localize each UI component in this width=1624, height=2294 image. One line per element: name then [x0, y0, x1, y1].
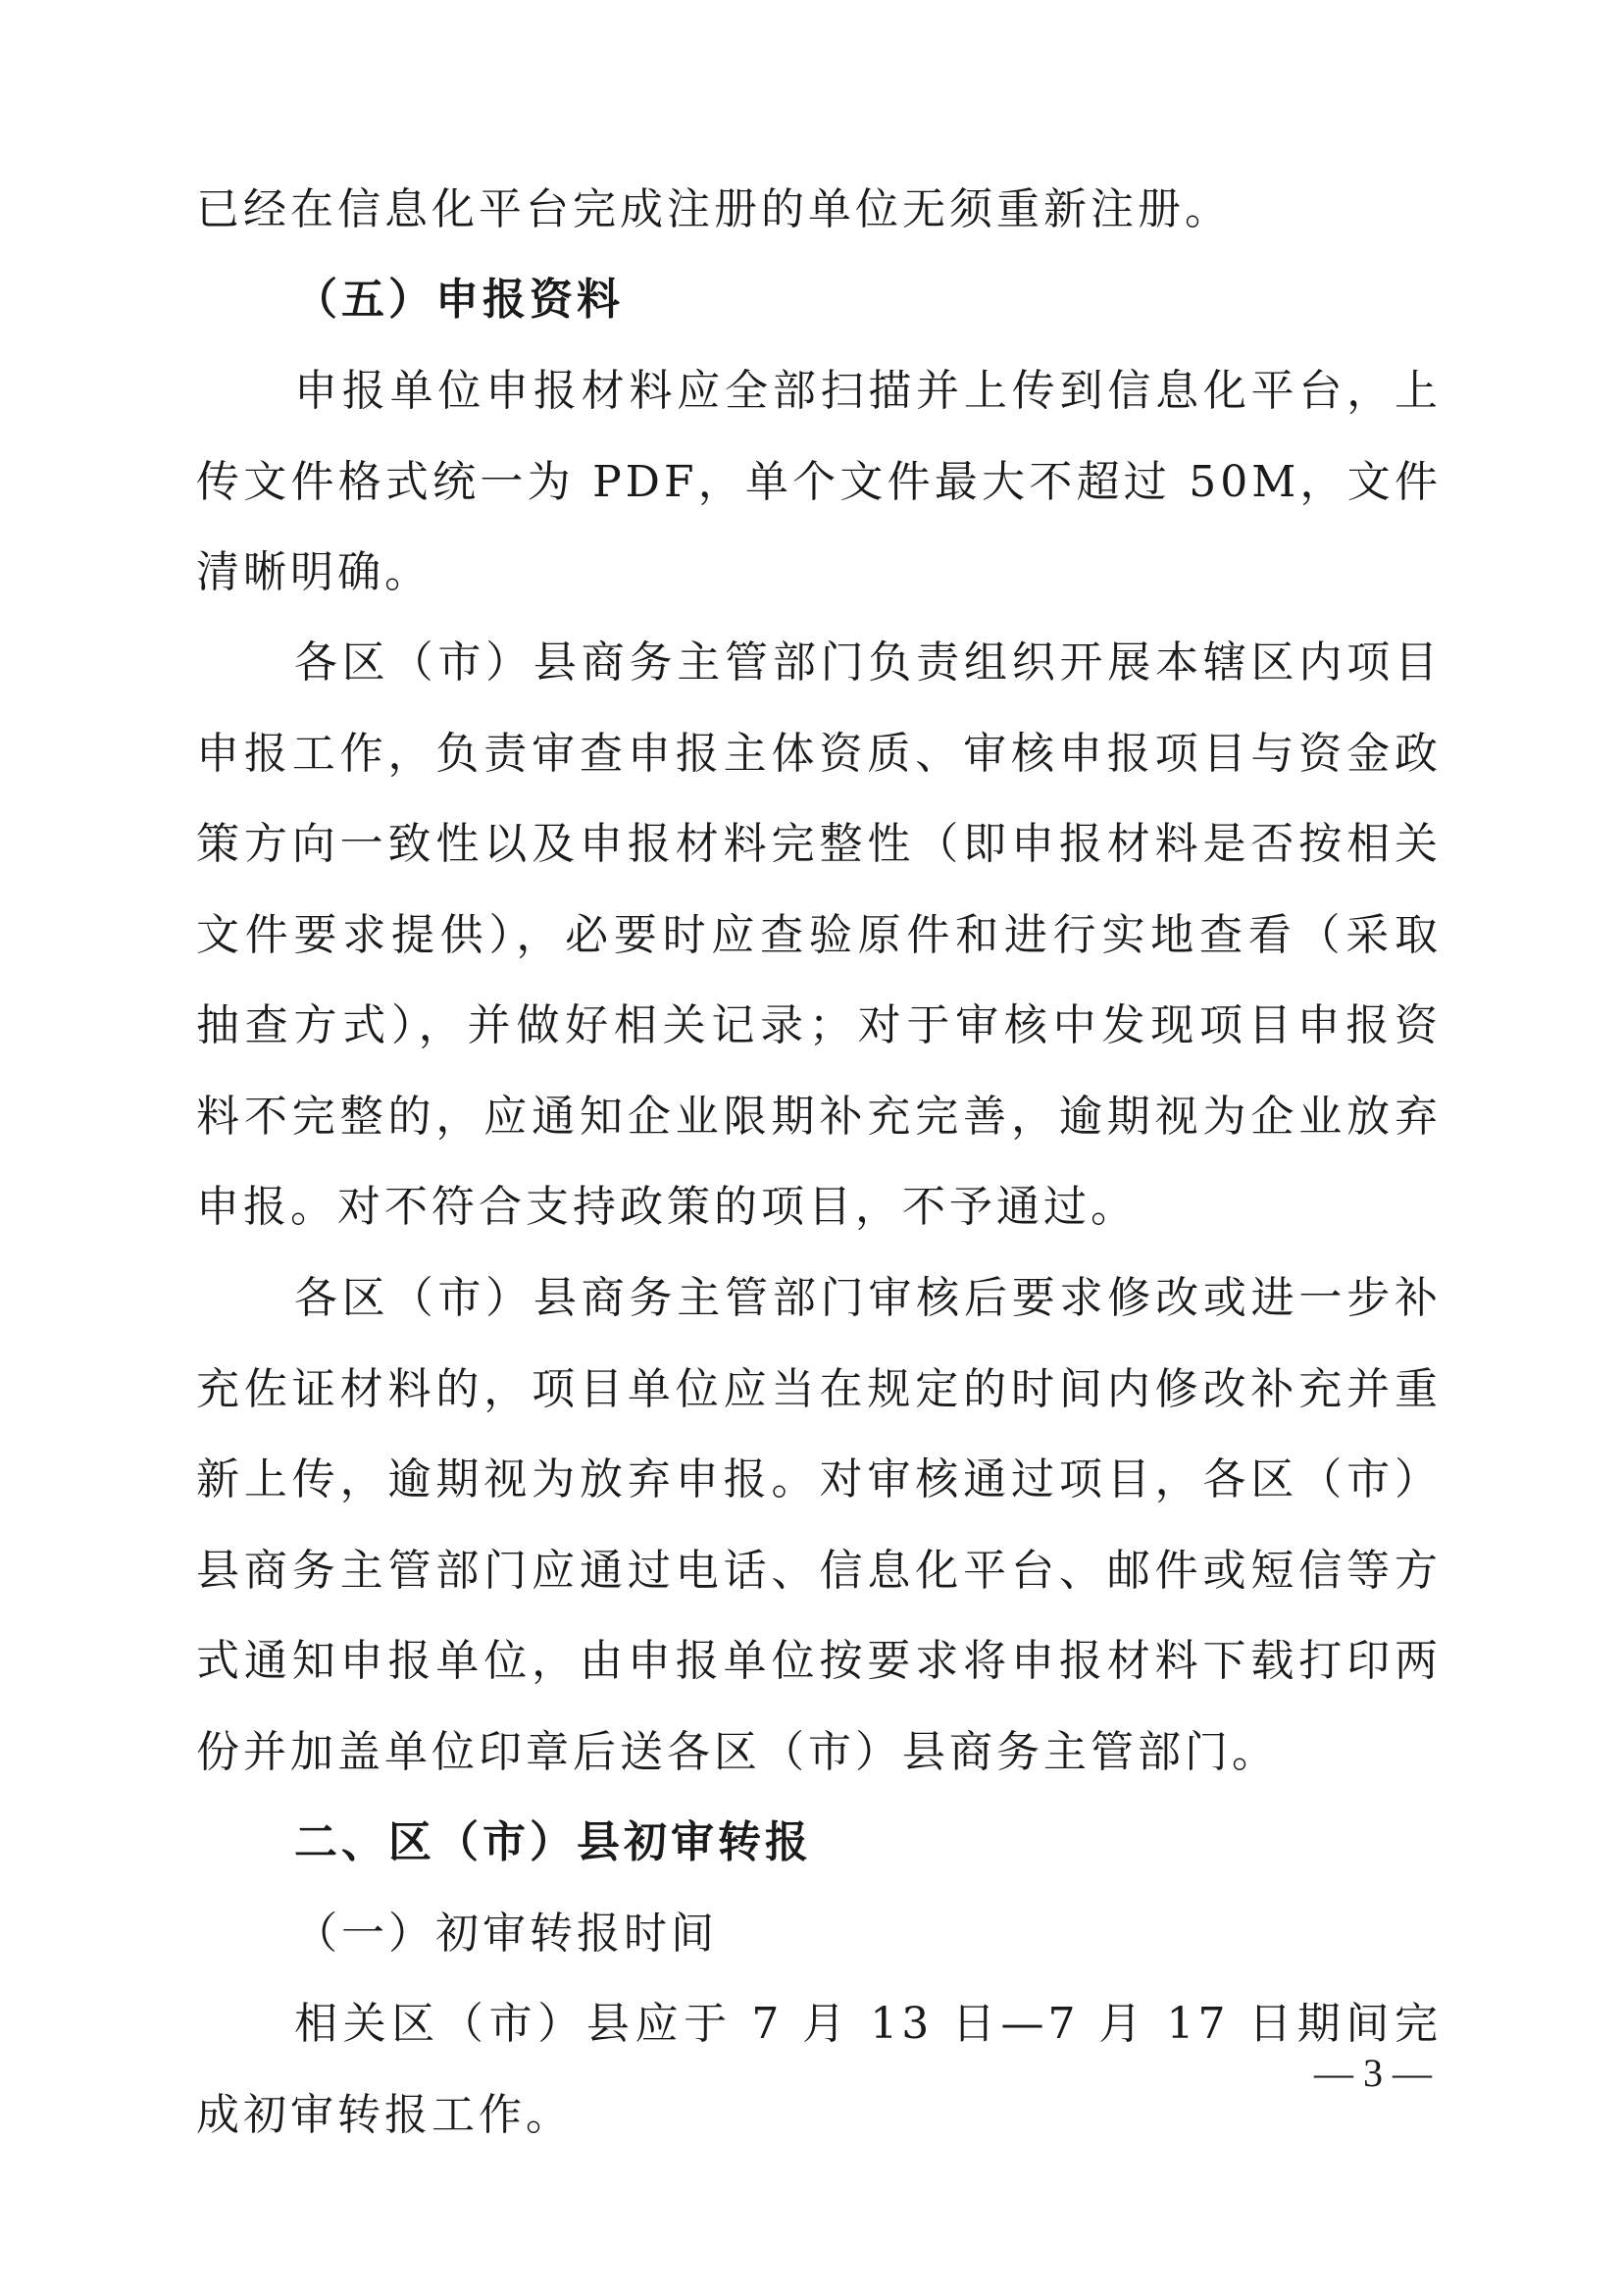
section-heading-time — [196, 1889, 1442, 1980]
paragraph-district-review — [196, 618, 1442, 1253]
paragraph-supplement — [196, 1253, 1442, 1798]
body-text: 相关区（市）县应于 7 月 13 日—7 月 17 日期间完成初审转报工作。 — [196, 1999, 1442, 2140]
subheading: （一）初审转报时间 — [294, 1909, 718, 1959]
body-text: 已经在信息化平台完成注册的单位无须重新注册。 — [196, 184, 1232, 234]
section-heading-preliminary — [196, 1798, 1442, 1889]
paragraph-upload-rules — [196, 346, 1442, 619]
heading: 二、区（市）县初审转报 — [294, 1817, 812, 1867]
body-text: 各区（市）县商务主管部门审核后要求修改或进一步补充佐证材料的，项目单位应当在规定的时间内修改补充并重新上传，逾期视为放弃申报。对审核通过项目，各区（市）县商务主管部门应通过电话、信息化平台、邮件或短信等方式通知申报单位，由申报单位按要求将申报材料下载打印两份并加盖单位印章后送各区（市）县商务主管部门。 — [196, 1273, 1442, 1777]
body-text: 申报单位申报材料应全部扫描并上传到信息化平台，上传文件格式统一为 PDF，单个文件最大不超过 50M，文件清晰明确。 — [196, 366, 1442, 597]
paragraph-registration-note — [196, 165, 1442, 256]
section-heading-materials — [196, 255, 1442, 346]
paragraph-deadline — [196, 1979, 1442, 2161]
subheading: （五）申报资料 — [294, 275, 624, 325]
page-number: — 3 — — [1314, 2051, 1432, 2095]
body-text: 各区（市）县商务主管部门负责组织开展本辖区内项目申报工作，负责审查申报主体资质、审核申报项目与资金政策方向一致性以及申报材料完整性（即申报材料是否按相关文件要求提供），必要时应查验原件和进行实地查看（采取抽查方式），并做好相关记录；对于审核中发现项目申报资料不完整的，应通知企业限期补充完善，逾期视为企业放弃申报。对不符合支持政策的项目，不予通过。 — [196, 637, 1442, 1232]
